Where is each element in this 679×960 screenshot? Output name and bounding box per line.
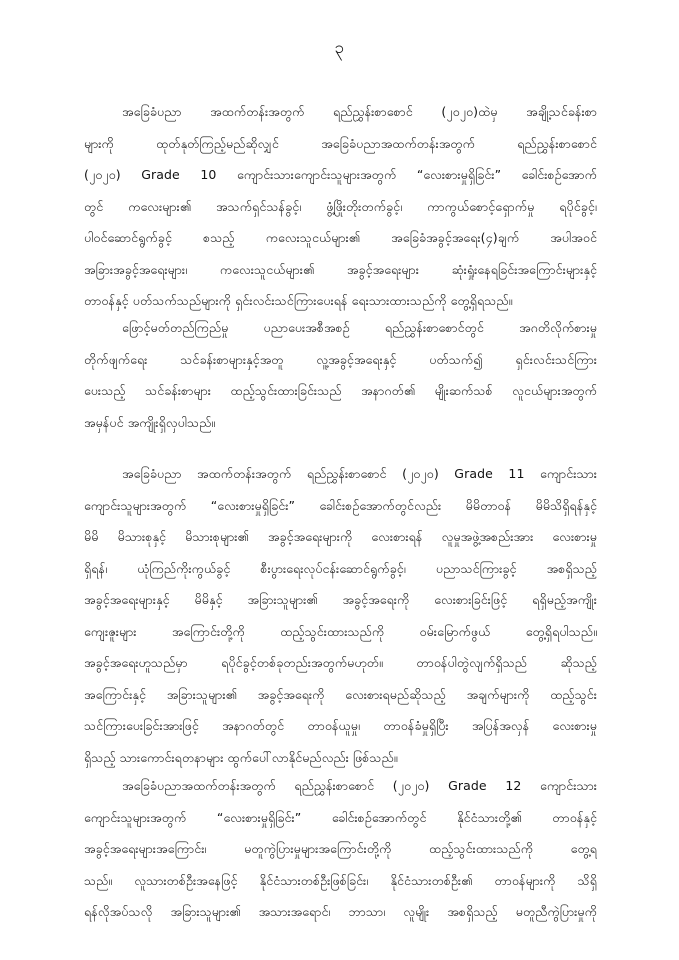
- paragraph-line: (၂၀၂၀) Grade 10 ကျောင်းသားကျောင်းသူများအတွက် “လေးစားမှုရှိခြင်း” ခေါင်းစဉ်အောက်: [84, 167, 597, 182]
- paragraph-line: ကျောင်းသူများအတွက် “လေးစားမှုရှိခြင်း” ခေါင်းစဉ်အောက်တွင် နိုင်ငံသားတို့၏ တာဝန်နှင့်: [84, 809, 597, 825]
- paragraph-line: အခွင့်အရေးဟူသည်မှာ ရပိုင်ခွင့်တစ်ခုတည်းအတွက်မဟုတ်။ တာဝန်ပါတွဲလျက်ရှိသည် ဆိုသည့်: [84, 655, 597, 670]
- paragraph-line: ကျောင်းသူများအတွက် “လေးစားမှုရှိခြင်း” ခေါင်းစဉ်အောက်တွင်လည်း မိမိတာဝန် မိမိသိရှိရန်နှင့်: [84, 497, 597, 513]
- paragraph-line: အခွင့်အရေးများအကြောင်း၊ မတူကွဲပြားမှုများအကြောင်းတို့ကို ထည့်သွင်းထားသည်ကို တွေ့ရ: [84, 841, 597, 856]
- paragraph-line: အခြားအခွင့်အရေးများ၊ ကလေးသူငယ်များ၏ အခွင့်အရေးများ ဆုံးရှုံးနေရခြင်းအကြောင်းများနှင့်: [84, 261, 597, 277]
- paragraph-line: များကို ထုတ်နုတ်ကြည့်မည်ဆိုလျှင် အခြေခံပညာအထက်တန်းအတွက် ရည်ညွှန်းစာစောင်: [84, 135, 597, 151]
- paragraph-line: ပါဝင်ဆောင်ရွက်ခွင့် စသည့် ကလေးသူငယ်များ၏ အခြေခံအခွင့်အရေး(၄)ချက် အပါအဝင်: [84, 230, 597, 245]
- paragraph-line: အခွင့်အရေးများနှင့် မိမိနှင့် အခြားသူများ၏ အခွင့်အရေးကို လေးစားခြင်းဖြင့် ရရှိမည့်အကျိုး: [84, 592, 597, 607]
- paragraph-line: ရှိရန်၊ ယုံကြည်ကိုးကွယ်ခွင့် စီးပွားရေးလုပ်ငန်းဆောင်ရွက်ခွင့်၊ ပညာသင်ကြားခွင့် အစရှိသည့်: [84, 560, 597, 576]
- paragraph-line: အမှန်ပင် အကျိုးရှိလှပါသည်။: [84, 414, 216, 430]
- paragraph-rights-of-children: [84, 96, 597, 317]
- paragraph-line: ရှိသည့် သားကောင်းရတနာများ ထွက်ပေါ်လာနိုင်မည်လည်း ဖြစ်သည်။: [84, 749, 398, 765]
- paragraph-line: မိမိ မိသားစုနှင့် မိသားစုများ၏ အခွင့်အရေးများကို လေးစားရန် လူမှုအဖွဲ့အစည်းအား လေးစားမှု: [84, 529, 597, 544]
- paragraph-line: သင်ကြားပေးခြင်းအားဖြင့် အနာဂတ်တွင် တာဝန်ယူမှု၊ တာဝန်ခံမှုရှိပြီး အပြန်အလှန် လေးစားမှု: [84, 718, 597, 733]
- paragraph-line: တာဝန်နှင့် ပတ်သက်သည်များကို ရှင်းလင်းသင်ကြားပေးရန် ရေးသားထားသည်ကို တွေ့ရှိရသည်။: [84, 293, 513, 308]
- paragraph-grade-12: [84, 770, 597, 928]
- paragraph-line: ပေးသည့် သင်ခန်းစာများ ထည့်သွင်းထားခြင်းသည် အနာဂတ်၏ မျိုးဆက်သစ် လူငယ်များအတွက်: [84, 383, 597, 398]
- paragraph-line: ရန်လိုအပ်သလို အခြားသူများ၏ အသားအရောင်၊ ဘာသာ၊ လူမျိုး အစရှိသည့် မတူညီကွဲပြားမှုကို: [84, 904, 597, 919]
- paragraph-line: အခြေခံပညာအထက်တန်းအတွက် ရည်ညွှန်းစာစောင် (၂၀၂၀) Grade 12 ကျောင်းသား: [122, 778, 597, 793]
- paragraph-line: အခြေခံပညာ အထက်တန်းအတွက် ရည်ညွှန်းစာစောင် (၂၀၂၀) Grade 11 ကျောင်းသား: [122, 466, 597, 481]
- paragraph-integrity-education: [84, 312, 597, 438]
- paragraph-grade-11: [84, 458, 597, 773]
- paragraph-line: တွင် ကလေးများ၏ အသက်ရှင်သန်ခွင့်၊ ဖွံ့ဖြိုးတိုးတက်ခွင့်၊ ကာကွယ်စောင့်ရှောက်မှု ရပိုင်ခွင့်၊: [84, 198, 597, 214]
- page-number: ၃: [334, 38, 345, 58]
- paragraph-line: အခြေခံပညာ အထက်တန်းအတွက် ရည်ညွှန်းစာစောင် (၂၀၂၀)ထဲမှ အချို့သင်ခန်းစာ: [122, 104, 597, 119]
- paragraph-line: ကျေးဇူးများ အကြောင်းတို့ကို ထည့်သွင်းထားသည်ကို ဝမ်းမြောက်ဖွယ် တွေ့ရှိရပါသည်။: [84, 623, 597, 639]
- paragraph-line: အကြောင်းနှင့် အခြားသူများ၏ အခွင့်အရေးကို လေးစားရမည်ဆိုသည့် အချက်များကို ထည့်သွင်း: [84, 686, 597, 702]
- paragraph-line: တိုက်ဖျက်ရေး သင်ခန်းစာများနှင့်အတူ လူ့အခွင့်အရေးနှင့် ပတ်သက်၍ ရှင်းလင်းသင်ကြား: [84, 351, 597, 367]
- paragraph-line: သည်။ လူသားတစ်ဦးအနေဖြင့် နိုင်ငံသားတစ်ဦးဖြစ်ခြင်း၊ နိုင်ငံသားတစ်ဦး၏ တာဝန်များကို သိရှိ: [84, 872, 597, 888]
- paragraph-line: ဖြောင့်မတ်တည်ကြည်မှု ပညာပေးအစီအစဉ် ရည်ညွှန်းစာစောင်တွင် အဂတိလိုက်စားမှု: [122, 320, 597, 335]
